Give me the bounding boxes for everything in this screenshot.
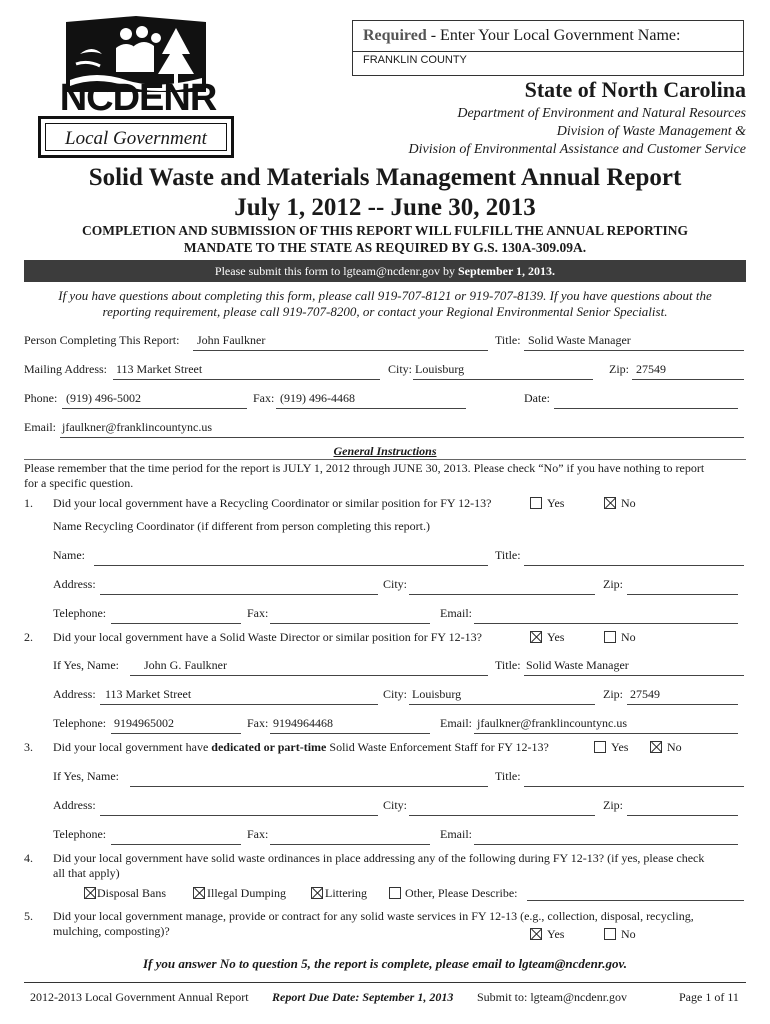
ncdenr-logo [36,14,236,160]
q2-email-field[interactable]: jfaulkner@franklincountync.us [477,716,628,730]
q3-city-field[interactable] [409,815,595,816]
mandate-line-2: MANDATE TO THE STATE AS REQUIRED BY G.S. 130A-309.09A. [183,240,587,255]
q1-subtitle: Name Recycling Coordinator (if different from person completing this report.) [53,519,431,533]
q3-text-pre: Did your local government have [53,740,212,754]
q2-yes-checkbox[interactable] [530,631,542,643]
q3-no-label: No [667,740,682,754]
q5-text-1: Did your local government manage, provide or contract for any solid waste services in FY 12-13 (e.g., collection, disposal, recycling, [53,909,694,923]
contact-title-label: Title: [495,333,521,347]
contact-city-label: City: [388,362,413,376]
person-label: Person Completing This Report: [24,333,180,347]
q2-text: Did your local government have a Solid Waste Director or similar position for FY 12-13? [53,630,482,644]
submit-banner-date: September 1, 2013. [457,264,556,278]
mailing-address-field[interactable]: 113 Market Street [116,362,203,376]
report-title: Solid Waste and Materials Management Annual Report [88,164,682,191]
q1-number: 1. [24,496,33,510]
q5-no-checkbox[interactable] [604,928,616,940]
closing-note: If you answer No to question 5, the report is complete, please email to lgteam@ncdenr.gov. [142,956,628,971]
q1-no-checkbox[interactable] [604,497,616,509]
q2-no-label: No [621,630,636,644]
logo-tagline: Local Government [65,128,207,149]
q2-zip-field[interactable]: 27549 [630,687,660,701]
q3-zip-label: Zip: [603,798,623,812]
q1-telephone-field[interactable] [111,623,241,624]
q3-text-bold: dedicated or part-time [211,740,327,754]
instructions-text-2: for a specific question. [24,476,134,490]
q4-number: 4. [24,851,33,865]
q4-other-describe-field[interactable] [527,900,744,901]
q1-yes-checkbox[interactable] [530,497,542,509]
q1-name-label: Name: [53,548,85,562]
local-government-name-field[interactable]: FRANKLIN COUNTY [363,54,467,66]
agency-line-1: Department of Environment and Natural Resources [457,106,746,121]
contact-title-field[interactable]: Solid Waste Manager [528,333,631,347]
q2-address-label: Address: [53,687,96,701]
q1-name-field[interactable] [94,565,488,566]
q3-yes-label: Yes [611,740,629,754]
q1-text: Did your local government have a Recycling Coordinator or similar position for FY 12-13? [53,496,492,510]
instructions-heading: General Instructions [333,444,437,458]
mailing-address-label: Mailing Address: [24,362,107,376]
footer-report-name: 2012-2013 Local Government Annual Report [30,990,249,1004]
q3-name-label: If Yes, Name: [53,769,119,783]
q5-yes-label: Yes [547,927,565,941]
date-label: Date: [524,391,550,405]
instructions-text-1: Please remember that the time period for the report is JULY 1, 2012 through JUNE 30, 2013. Please check “No” if you have nothing to report [24,461,705,475]
q4-option-other-label: Other, Please Describe: [405,886,518,900]
footer-rule [24,982,746,983]
q2-yes-label: Yes [547,630,565,644]
q3-text [53,740,549,755]
q3-fax-label: Fax: [247,827,269,841]
q3-zip-field[interactable] [627,815,738,816]
q5-yes-checkbox[interactable] [530,928,542,940]
q2-zip-label: Zip: [603,687,623,701]
q2-no-checkbox[interactable] [604,631,616,643]
footer-page-number: Page 1 of 11 [679,990,739,1004]
questions-note-2: reporting requirement, please call 919-707-8200, or contact your Regional Environmental Senior Specialist. [102,304,668,319]
q3-fax-field[interactable] [270,844,430,845]
q2-city-label: City: [383,687,408,701]
q4-option-illegal-dumping-checkbox[interactable] [193,887,205,899]
q2-city-field[interactable]: Louisburg [412,687,462,701]
q2-title-field[interactable]: Solid Waste Manager [526,658,629,672]
q3-email-label: Email: [440,827,472,841]
fax-field[interactable]: (919) 496-4468 [280,391,355,405]
agency-line-2: Division of Waste Management & [556,124,746,139]
contact-zip-label: Zip: [609,362,629,376]
q3-yes-checkbox[interactable] [594,741,606,753]
q3-telephone-label: Telephone: [53,827,107,841]
q3-telephone-field[interactable] [111,844,241,845]
q3-city-label: City: [383,798,408,812]
contact-city-field[interactable]: Louisburg [415,362,465,376]
q1-email-field[interactable] [474,623,738,624]
q1-address-label: Address: [53,577,96,591]
q1-zip-label: Zip: [603,577,623,591]
footer-due-date: Report Due Date: September 1, 2013 [272,990,454,1004]
q2-email-label: Email: [440,716,472,730]
q5-no-label: No [621,927,636,941]
state-name: State of North Carolina [524,77,746,102]
q3-name-field[interactable] [130,786,488,787]
email-field[interactable]: jfaulkner@franklincountync.us [62,420,213,434]
q2-fax-field[interactable]: 9194964468 [273,716,333,730]
contact-zip-field[interactable]: 27549 [636,362,666,376]
required-label: Required [363,27,427,44]
logo-wordmark: NCDENR [59,77,217,119]
q2-fax-label: Fax: [247,716,269,730]
q4-option-other-checkbox[interactable] [389,887,401,899]
q2-title-label: Title: [495,658,521,672]
q2-name-label: If Yes, Name: [53,658,119,672]
email-label: Email: [24,420,56,434]
q1-address-field[interactable] [100,594,378,595]
q2-number: 2. [24,630,33,644]
q4-option-littering-label: Littering [325,886,367,900]
logo-tagline-box [38,116,234,158]
phone-field[interactable]: (919) 496-5002 [66,391,141,405]
q3-title-label: Title: [495,769,521,783]
q1-email-label: Email: [440,606,472,620]
q4-text-2: all that apply) [53,866,120,880]
phone-label: Phone: [24,391,58,405]
q2-telephone-label: Telephone: [53,716,107,730]
q1-city-field[interactable] [409,594,595,595]
required-prompt: - Enter Your Local Government Name: [426,27,681,44]
q3-address-field[interactable] [100,815,378,816]
q1-fax-label: Fax: [247,606,269,620]
q3-email-field[interactable] [474,844,738,845]
q1-no-label: No [621,496,636,510]
q1-title-label: Title: [495,548,521,562]
q1-fax-field[interactable] [270,623,430,624]
q1-yes-label: Yes [547,496,565,510]
questions-note-1: If you have questions about completing this form, please call 919-707-8121 or 919-707-8139. If you have questions about the [58,288,712,303]
fax-label: Fax: [253,391,275,405]
q2-address-field[interactable]: 113 Market Street [105,687,192,701]
q1-telephone-label: Telephone: [53,606,107,620]
q4-text-1: Did your local government have solid waste ordinances in place addressing any of the following during FY 12-13? (if yes, please check [53,851,705,865]
q3-number: 3. [24,740,33,754]
agency-line-3: Division of Environmental Assistance and Customer Service [408,142,746,157]
q4-option-illegal-dumping-label: Illegal Dumping [207,886,286,900]
q3-text-post: Solid Waste Enforcement Staff for FY 12-13? [326,740,549,754]
submit-banner-text: Please submit this form to lgteam@ncdenr.gov by [214,264,458,278]
q2-telephone-field[interactable]: 9194965002 [114,716,174,730]
q4-option-disposal-bans-checkbox[interactable] [84,887,96,899]
q1-zip-field[interactable] [627,594,738,595]
q1-title-field[interactable] [524,565,744,566]
local-government-name-box [352,20,744,76]
q3-address-label: Address: [53,798,96,812]
q4-option-disposal-bans-label: Disposal Bans [97,886,166,900]
q5-number: 5. [24,909,33,923]
q4-option-littering-checkbox[interactable] [311,887,323,899]
q2-name-field[interactable]: John G. Faulkner [144,658,227,672]
q3-title-field[interactable] [524,786,744,787]
mandate-line-1: COMPLETION AND SUBMISSION OF THIS REPORT WILL FULFILL THE ANNUAL REPORTING [82,223,688,238]
submit-banner [24,260,746,282]
person-field[interactable]: John Faulkner [197,333,266,347]
footer-submit: Submit to: lgteam@ncdenr.gov [477,990,628,1004]
report-period: July 1, 2012 -- June 30, 2013 [234,194,536,221]
q3-no-checkbox[interactable] [650,741,662,753]
q5-text-2: mulching, composting)? [53,924,170,938]
q1-city-label: City: [383,577,408,591]
